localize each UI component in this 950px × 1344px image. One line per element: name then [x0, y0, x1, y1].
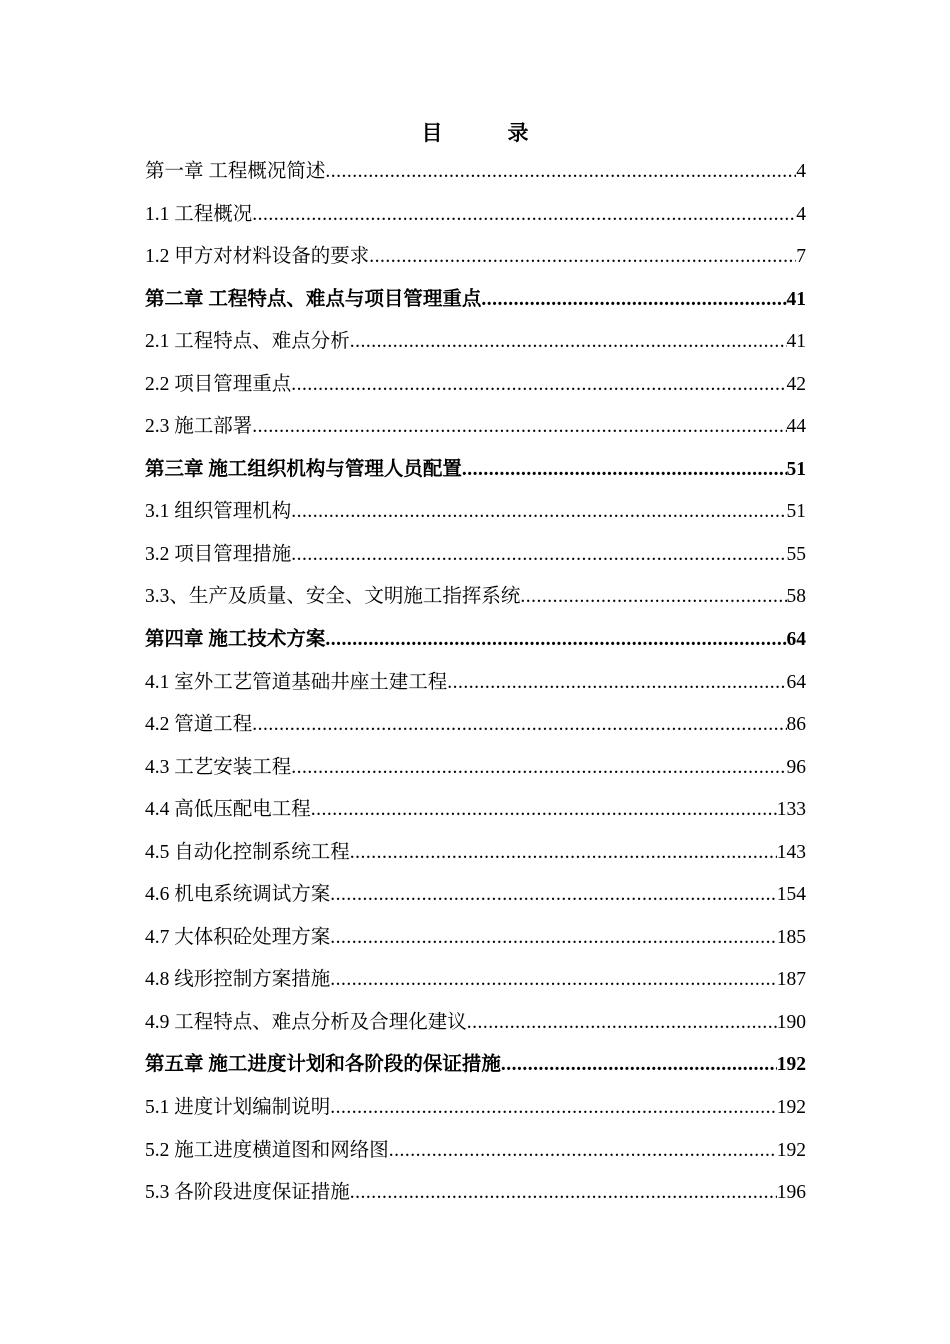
toc-entry-text: 4.4 高低压配电工程	[145, 799, 311, 821]
toc-entry-text: 2.2 项目管理重点	[145, 373, 292, 395]
toc-section-entry[interactable]	[145, 1172, 806, 1215]
toc-entry-text: 3.3、生产及质量、安全、文明施工指挥系统	[145, 586, 521, 608]
toc-dot-leader	[252, 704, 786, 747]
toc-section-entry[interactable]	[145, 1087, 806, 1130]
toc-section-entry[interactable]	[145, 406, 806, 449]
toc-entry-text: 5.1 进度计划编制说明	[145, 1097, 331, 1119]
toc-section-entry[interactable]	[145, 194, 806, 237]
toc-page-number: 192	[776, 1097, 806, 1119]
toc-entry-text: 第二章 工程特点、难点与项目管理重点	[145, 288, 482, 310]
toc-page-number: 41	[786, 288, 806, 310]
toc-entry-text: 4.3 工艺安装工程	[145, 756, 292, 778]
toc-entry-text: 4.7 大体积砼处理方案	[145, 926, 331, 948]
toc-list	[145, 151, 806, 1215]
toc-dot-leader	[481, 279, 786, 322]
toc-section-entry[interactable]	[145, 789, 806, 832]
toc-page-number: 51	[786, 501, 806, 523]
toc-section-entry[interactable]	[145, 576, 806, 619]
toc-section-entry[interactable]	[145, 747, 806, 790]
toc-page-number: 196	[776, 1182, 806, 1204]
toc-dot-leader	[350, 1172, 777, 1215]
toc-dot-leader	[291, 747, 786, 790]
toc-dot-leader	[350, 832, 777, 875]
toc-entry-text: 4.5 自动化控制系统工程	[145, 841, 350, 863]
toc-page-number: 4	[796, 161, 806, 182]
toc-page-number: 86	[786, 714, 806, 736]
toc-section-entry[interactable]	[145, 1002, 806, 1045]
toc-dot-leader	[330, 1087, 776, 1130]
toc-section-entry[interactable]	[145, 534, 806, 577]
toc-dot-leader	[447, 662, 786, 705]
toc-section-entry[interactable]	[145, 959, 806, 1002]
toc-entry-text: 第四章 施工技术方案	[145, 629, 326, 651]
toc-page-number: 4	[796, 203, 806, 225]
toc-page-number: 64	[786, 629, 806, 651]
toc-entry-text: 第一章 工程概况简述	[145, 161, 326, 182]
toc-page-number: 58	[786, 586, 806, 608]
toc-section-entry[interactable]	[145, 832, 806, 875]
toc-dot-leader	[291, 534, 786, 577]
toc-dot-leader	[330, 874, 776, 917]
toc-dot-leader	[330, 959, 776, 1002]
toc-chapter-entry[interactable]	[145, 1044, 806, 1087]
toc-page-number: 64	[786, 671, 806, 693]
toc-dot-leader	[467, 1002, 777, 1045]
toc-chapter-entry[interactable]	[145, 279, 806, 322]
toc-entry-text: 4.6 机电系统调试方案	[145, 884, 331, 906]
toc-section-entry[interactable]	[145, 236, 806, 279]
toc-page-number: 41	[786, 331, 806, 353]
toc-page-number: 133	[776, 799, 806, 821]
toc-chapter-entry[interactable]	[145, 449, 806, 492]
toc-dot-leader	[252, 406, 786, 449]
toc-entry-text: 第三章 施工组织机构与管理人员配置	[145, 458, 462, 480]
toc-page-number: 96	[786, 756, 806, 778]
toc-page-number: 44	[786, 416, 806, 438]
toc-entry-text: 4.1 室外工艺管道基础井座土建工程	[145, 671, 448, 693]
toc-entry-text: 2.3 施工部署	[145, 416, 253, 438]
toc-entry-text: 3.2 项目管理措施	[145, 543, 292, 565]
toc-entry-text: 4.8 线形控制方案措施	[145, 969, 331, 991]
toc-dot-leader	[462, 449, 787, 492]
toc-section-entry[interactable]	[145, 491, 806, 534]
toc-dot-leader	[520, 576, 786, 619]
toc-dot-leader	[389, 1130, 777, 1173]
toc-entry-text: 3.1 组织管理机构	[145, 501, 292, 523]
toc-page-number: 187	[776, 969, 806, 991]
toc-section-entry[interactable]	[145, 662, 806, 705]
toc-entry-text: 5.2 施工进度横道图和网络图	[145, 1139, 389, 1161]
toc-page-number: 154	[776, 884, 806, 906]
toc-page-number: 143	[776, 841, 806, 863]
toc-section-entry[interactable]	[145, 321, 806, 364]
toc-section-entry[interactable]	[145, 874, 806, 917]
toc-entry-text: 2.1 工程特点、难点分析	[145, 331, 350, 353]
toc-page-number: 55	[786, 543, 806, 565]
toc-page-number: 185	[776, 926, 806, 948]
toc-section-entry[interactable]	[145, 917, 806, 960]
toc-chapter-entry[interactable]	[145, 619, 806, 662]
toc-page-number: 192	[776, 1054, 806, 1076]
toc-dot-leader	[252, 194, 796, 237]
toc-page-number: 192	[776, 1139, 806, 1161]
toc-dot-leader	[291, 491, 786, 534]
toc-entry-text: 4.2 管道工程	[145, 714, 253, 736]
toc-page-number: 51	[786, 458, 806, 480]
toc-section-entry[interactable]	[145, 1130, 806, 1173]
toc-page-number: 42	[786, 373, 806, 395]
toc-title: 目 录	[421, 121, 551, 145]
toc-page-number: 7	[796, 246, 806, 268]
toc-entry-text: 1.1 工程概况	[145, 203, 253, 225]
toc-dot-leader	[325, 151, 796, 194]
toc-dot-leader	[350, 321, 787, 364]
toc-entry-text: 4.9 工程特点、难点分析及合理化建议	[145, 1011, 467, 1033]
toc-dot-leader	[311, 789, 777, 832]
toc-entry-text: 第五章 施工进度计划和各阶段的保证措施	[145, 1054, 501, 1076]
toc-entry-text: 1.2 甲方对材料设备的要求	[145, 246, 370, 268]
toc-dot-leader	[369, 236, 796, 279]
toc-section-entry[interactable]	[145, 151, 806, 194]
toc-dot-leader	[501, 1044, 777, 1087]
toc-dot-leader	[330, 917, 776, 960]
toc-entry-text: 5.3 各阶段进度保证措施	[145, 1182, 350, 1204]
toc-section-entry[interactable]	[145, 704, 806, 747]
toc-dot-leader	[325, 619, 786, 662]
toc-page-number: 190	[776, 1011, 806, 1033]
toc-section-entry[interactable]	[145, 364, 806, 407]
toc-dot-leader	[291, 364, 786, 407]
